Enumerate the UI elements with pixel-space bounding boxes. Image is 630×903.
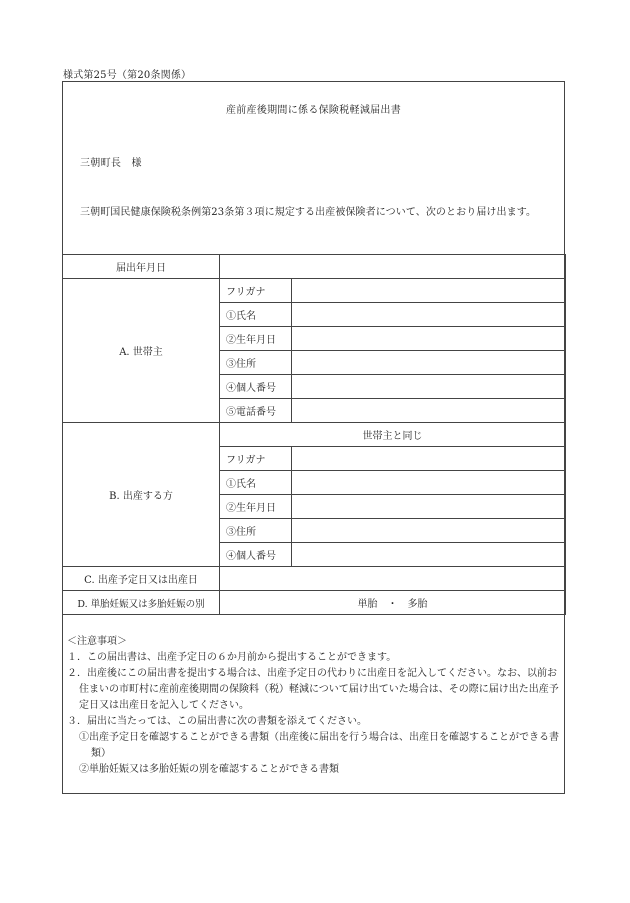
due-date-row bbox=[63, 567, 566, 591]
statement-text: 三朝町国民健康保険税条例第23条第３項に規定する出産被保険者について、次のとおり届け出ます。 bbox=[80, 207, 537, 218]
birth-person-id-number-label: ④個人番号 bbox=[220, 543, 292, 567]
birth-person-name-label: ①氏名 bbox=[220, 471, 292, 495]
note-item-1: １．この届出書は、出産予定日の６か月前から提出することができます。 bbox=[67, 652, 397, 663]
date-label: 届出年月日 bbox=[63, 255, 220, 279]
birth-person-id-number-field[interactable] bbox=[292, 543, 566, 567]
householder-label: A. 世帯主 bbox=[63, 279, 220, 423]
note-item-3: ３．届出に当たっては、この届出書に次の書類を添えてください。 bbox=[67, 716, 367, 727]
householder-furigana-field[interactable] bbox=[292, 279, 566, 303]
householder-name-label: ①氏名 bbox=[220, 303, 292, 327]
birth-person-birthdate-field[interactable] bbox=[292, 495, 566, 519]
householder-address-field[interactable] bbox=[292, 351, 566, 375]
same-as-householder-option[interactable]: 世帯主と同じ bbox=[220, 423, 566, 447]
birth-person-furigana-label: フリガナ bbox=[220, 447, 292, 471]
householder-id-number-label: ④個人番号 bbox=[220, 375, 292, 399]
householder-phone-field[interactable] bbox=[292, 399, 566, 423]
addressee: 三朝町長 様 bbox=[80, 158, 142, 169]
householder-address-label: ③住所 bbox=[220, 351, 292, 375]
due-date-label: C. 出産予定日又は出産日 bbox=[63, 567, 220, 591]
householder-birthdate-field[interactable] bbox=[292, 327, 566, 351]
note-item-2: ２．出産後にこの届出書を提出する場合は、出産予定日の代わりに出産日を記入してください。なお、以前お住まいの市町村に産前産後期間の保険料（税）軽減について届け出ていた場合は、その際に届け出た出産予定日又は出産日を記入してください。 bbox=[67, 668, 559, 711]
note-sub-item-2: ②単胎妊娠又は多胎妊娠の別を確認することができる書類 bbox=[79, 764, 339, 775]
birth-person-address-label: ③住所 bbox=[220, 519, 292, 543]
householder-id-number-field[interactable] bbox=[292, 375, 566, 399]
pregnancy-type-row bbox=[63, 591, 566, 615]
note-sub-item-1: ①出産予定日を確認することができる書類（出産後に届出を行う場合は、出産日を確認することができる書類） bbox=[79, 732, 559, 759]
householder-furigana-label: フリガナ bbox=[220, 279, 292, 303]
householder-birthdate-label: ②生年月日 bbox=[220, 327, 292, 351]
form-frame bbox=[62, 81, 565, 794]
form-number: 様式第25号（第20条関係） bbox=[63, 70, 192, 81]
birth-person-address-field[interactable] bbox=[292, 519, 566, 543]
householder-name-field[interactable] bbox=[292, 303, 566, 327]
householder-row bbox=[63, 279, 566, 303]
date-field[interactable] bbox=[220, 255, 566, 279]
pregnancy-type-label: D. 単胎妊娠又は多胎妊娠の別 bbox=[63, 591, 220, 615]
form-header bbox=[63, 82, 564, 254]
birth-person-name-field[interactable] bbox=[292, 471, 566, 495]
notes-header: ＜注意事項＞ bbox=[67, 636, 127, 647]
pregnancy-type-options[interactable]: 単胎 ・ 多胎 bbox=[220, 591, 566, 615]
birth-person-row bbox=[63, 423, 566, 447]
householder-phone-label: ⑤電話番号 bbox=[220, 399, 292, 423]
birth-person-birthdate-label: ②生年月日 bbox=[220, 495, 292, 519]
due-date-field[interactable] bbox=[220, 567, 566, 591]
birth-person-label: B. 出産する方 bbox=[63, 423, 220, 567]
form-table bbox=[62, 254, 566, 615]
date-row bbox=[63, 255, 566, 279]
document-title: 産前産後期間に係る保険税軽減届出書 bbox=[225, 105, 402, 116]
birth-person-furigana-field[interactable] bbox=[292, 447, 566, 471]
notes-section bbox=[63, 634, 564, 778]
